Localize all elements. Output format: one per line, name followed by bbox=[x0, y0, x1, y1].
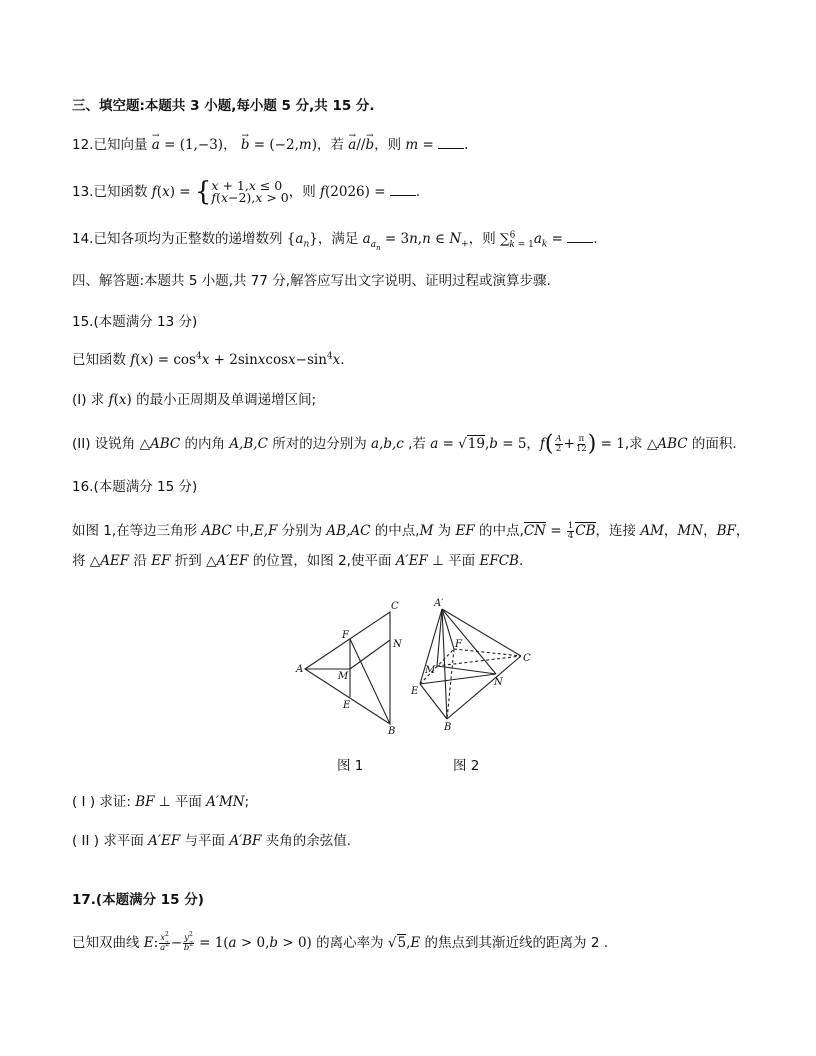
fig1-label-c: C bbox=[391, 601, 399, 612]
question-17-stem: 已知双曲线 E: $\frac{x^2}{a^2}$ − $\frac{y^2}{b^2}$ = 1(a > 0,b > 0) 的离心率为 √5,E 的焦点到其渐近线的距离为 2 . bbox=[72, 931, 609, 953]
figure-2 bbox=[420, 609, 521, 719]
question-16-part-2: ( II ) 求平面 A′EF 与平面 A′BF 夹角的余弦值. bbox=[72, 833, 352, 849]
section-3-title: 三、填空题:本题共 3 小题,每小题 5 分,共 15 分. bbox=[72, 98, 375, 114]
question-12: 12.已知向量 → a = (1,−3)， → b = (−2,m)，若 → a//→ b，则 m = . bbox=[72, 136, 468, 154]
question-14: 14.已知各项均为正整数的递增数列 $\{a_n\}$，满足 $a_{a_n} = 3n,n$ ∈ $N_+$，则 $\sum^6_{k = 1}a_k$ = . bbox=[72, 230, 598, 252]
fig1-label-f: F bbox=[342, 630, 349, 641]
edge-bc bbox=[447, 656, 521, 719]
question-13: 13.已知函数 f(x) = { x + 1,x ≤ 0 f(x−2),x > 0 ，则 f(2026) = . bbox=[72, 177, 421, 207]
geometry-figures bbox=[290, 596, 550, 741]
fig1-label-a: A bbox=[296, 664, 304, 675]
question-16-line-1: 如图 1,在等边三角形 ABC 中,E,F 分别为 AB,AC 的中点,M 为 EF 的中点,CN = $\frac{1}{4}$ CB，连接 AM，MN，BF， bbox=[72, 521, 750, 541]
edge-ab bbox=[442, 609, 447, 719]
edge-mn bbox=[437, 666, 496, 674]
question-15-stem: 已知函数 $f(x) = \cos^4x$ + $2sinxcosx-\sin^4x$. bbox=[72, 351, 345, 368]
fig2-label-e: E bbox=[411, 686, 419, 697]
segment-mn bbox=[350, 640, 390, 669]
fig2-label-a: A′ bbox=[434, 598, 444, 609]
edge-eb bbox=[420, 684, 447, 719]
question-16-line-2: 将 △AEF 沿 EF 折到 △A′EF 的位置，如图 2,使平面 A′EF ⊥ 平面 EFCB. bbox=[72, 553, 524, 569]
question-17-header: 17.(本题满分 15 分) bbox=[72, 892, 204, 908]
edge-mc bbox=[437, 656, 521, 666]
question-15-header: 15.(本题满分 13 分) bbox=[72, 314, 198, 330]
question-15-part-2: (II) 设锐角 △ABC 的内角 A,B,C 所对的边分别为 a,b,c ,若 a = √19,b = 5，f( $\frac{A}{2}$ + $\frac{\pi}{12}$ ) = 1,求 △ABC 的面积. bbox=[72, 431, 737, 457]
answer-blank[interactable] bbox=[567, 230, 593, 243]
answer-blank[interactable] bbox=[390, 183, 416, 196]
fig2-label-m: M bbox=[425, 665, 436, 676]
fig2-label-f: F bbox=[455, 639, 462, 650]
edge-fb bbox=[447, 649, 454, 719]
answer-blank[interactable] bbox=[438, 136, 464, 149]
fig2-label-c: C bbox=[523, 653, 531, 664]
figure-1-caption: 图 1 bbox=[337, 758, 364, 774]
fig1-label-m: M bbox=[338, 671, 349, 682]
fig2-label-n: N bbox=[494, 677, 503, 688]
section-4-title: 四、解答题:本题共 5 小题,共 77 分,解答应写出文字说明、证明过程或演算步骤. bbox=[72, 273, 551, 289]
fig1-label-e: E bbox=[343, 700, 351, 711]
question-16-header: 16.(本题满分 15 分) bbox=[72, 479, 198, 495]
figure-2-caption: 图 2 bbox=[453, 758, 480, 774]
question-15-part-1: (I) 求 f(x) 的最小正周期及单调递增区间; bbox=[72, 392, 317, 408]
fig1-label-n: N bbox=[393, 639, 402, 650]
fig2-label-b: B bbox=[444, 722, 452, 733]
fig1-label-b: B bbox=[388, 726, 396, 737]
question-16-part-1: ( I ) 求证: BF ⊥ 平面 A′MN; bbox=[72, 794, 250, 810]
